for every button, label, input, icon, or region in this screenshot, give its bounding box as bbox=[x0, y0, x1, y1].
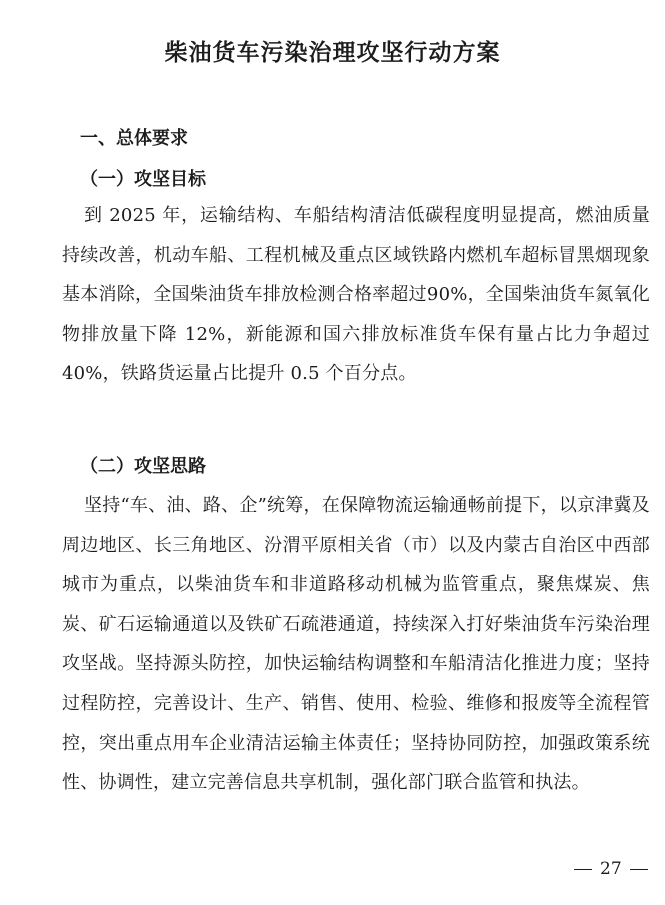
goals-paragraph: 到 2025 年，运输结构、车船结构清洁低碳程度明显提高，燃油质量持续改善，机动车船、工程机械及重点区域铁路内燃机车超标冒黑烟现象基本消除，全国柴油货车排放检测合格率超过90%，全国柴油货车氮氧化物排放量下降 12%，新能源和国六排放标准货车保有量占比力争超过 40%，铁路货运量占比提升 0.5 个百分点。 bbox=[62, 205, 650, 385]
page-number-value: 27 bbox=[600, 859, 622, 879]
page-number-right-dash bbox=[630, 869, 648, 870]
subsection-heading-approach: （二）攻坚思路 bbox=[80, 456, 206, 477]
page-number bbox=[566, 859, 656, 879]
document-title: 柴油货车污染治理攻坚行动方案 bbox=[164, 40, 501, 66]
approach-paragraph: 坚持“车、油、路、企”统筹，在保障物流运输通畅前提下，以京津冀及周边地区、长三角地区、汾渭平原相关省（市）以及内蒙古自治区中西部城市为重点，以柴油货车和非道路移动机械为监管重点，聚焦煤炭、焦炭、矿石运输通道以及铁矿石疏港通道，持续深入打好柴油货车污染治理攻坚战。坚持源头防控，加快运输结构调整和车船清洁化推进力度；坚持过程防控，完善设计、生产、销售、使用、检验、维修和报废等全流程管控，突出重点用车企业清洁运输主体责任；坚持协同防控，加强政策系统性、协调性，建立完善信息共享机制，强化部门联合监管和执法。 bbox=[62, 495, 650, 794]
subsection-heading-goals: （一）攻坚目标 bbox=[80, 169, 206, 190]
section-heading: 一、总体要求 bbox=[80, 128, 188, 149]
page-number-left-dash bbox=[574, 869, 592, 870]
